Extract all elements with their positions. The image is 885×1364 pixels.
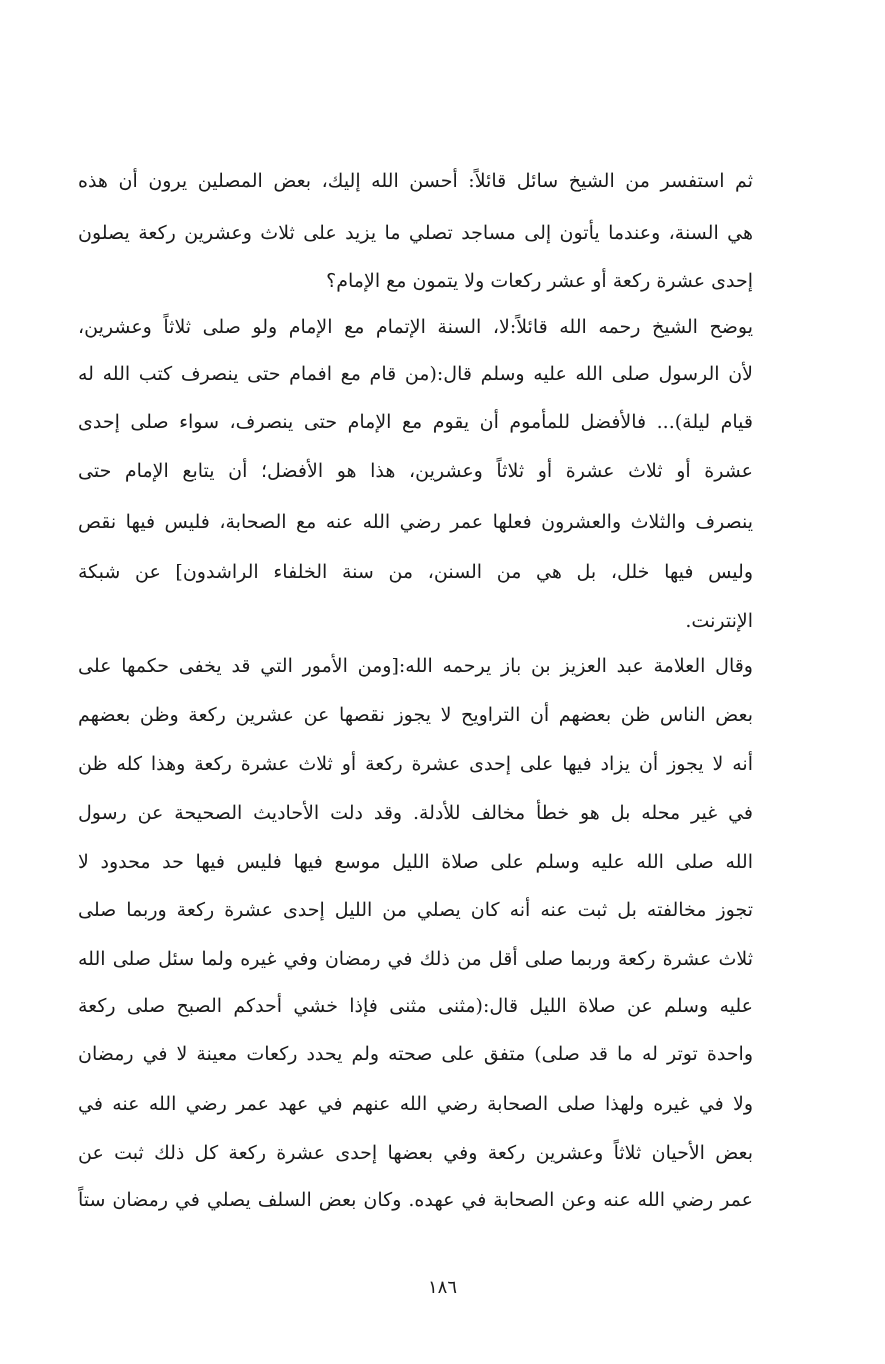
text-line: بعض الناس ظن بعضهم أن التراويح لا يجوز نقصها عن عشرين ركعة وظن بعضهم	[78, 704, 753, 726]
text-line: لأن الرسول صلى الله عليه وسلم قال:(من قام مع افمام حتى ينصرف كتب الله له	[78, 363, 753, 385]
text-line: عشرة أو ثلاث عشرة أو ثلاثاً وعشرين، هذا هو الأفضل؛ أن يتابع الإمام حتى	[78, 460, 753, 482]
text-line: عمر رضي الله عنه وعن الصحابة في عهده. وكان بعض السلف يصلي في رمضان ستاً	[78, 1189, 753, 1211]
text-line: بعض الأحيان ثلاثاً وعشرين ركعة وفي بعضها إحدى عشرة ركعة كل ذلك ثبت عن	[78, 1142, 753, 1164]
text-line: الله صلى الله عليه وسلم على صلاة الليل موسع فيها فليس فيها حد محدود لا	[78, 851, 753, 873]
text-line: وقال العلامة عبد العزيز بن باز يرحمه الله:[ومن الأمور التي قد يخفى حكمها على	[78, 655, 753, 677]
text-line: هي السنة، وعندما يأتون إلى مساجد تصلي ما يزيد على ثلاث وعشرين ركعة يصلون	[78, 222, 753, 244]
text-line: الإنترنت.	[685, 610, 753, 632]
text-line: ولا في غيره ولهذا صلى الصحابة رضي الله عنهم في عهد عمر رضي الله عنه في	[78, 1093, 753, 1115]
text-line: قيام ليلة)... فالأفضل للمأموم أن يقوم مع الإمام حتى ينصرف، سواء صلى إحدى	[78, 411, 753, 433]
text-line: في غير محله بل هو خطأ مخالف للأدلة. وقد دلت الأحاديث الصحيحة عن رسول	[78, 802, 753, 824]
page-number: ١٨٦	[427, 1277, 457, 1298]
text-line: إحدى عشرة ركعة أو عشر ركعات ولا يتمون مع الإمام؟	[326, 270, 753, 292]
text-line: يوضح الشيخ رحمه الله قائلاً:لا، السنة الإتمام مع الإمام ولو صلى ثلاثاً وعشرين،	[78, 316, 753, 338]
text-line: ينصرف والثلاث والعشرون فعلها عمر رضي الله عنه مع الصحابة، فليس فيها نقص	[78, 511, 753, 533]
text-line: عليه وسلم عن صلاة الليل قال:(مثنى مثنى فإذا خشي أحدكم الصبح صلى ركعة	[78, 995, 753, 1017]
text-line: ثم استفسر من الشيخ سائل قائلاً: أحسن الله إليك، بعض المصلين يرون أن هذه	[78, 170, 753, 192]
text-line: واحدة توتر له ما قد صلى) متفق على صحته ولم يحدد ركعات معينة لا في رمضان	[78, 1043, 753, 1065]
text-line: وليس فيها خلل، بل هي من السنن، من سنة الخلفاء الراشدون] عن شبكة	[78, 561, 753, 583]
text-line: تجوز مخالفته بل ثبت عنه أنه كان يصلي من الليل إحدى عشرة ركعة وربما صلى	[78, 899, 753, 921]
text-line: أنه لا يجوز أن يزاد فيها على إحدى عشرة ركعة أو ثلاث عشرة ركعة وهذا كله ظن	[78, 753, 753, 775]
text-line: ثلاث عشرة ركعة وربما صلى أقل من ذلك في رمضان وفي غيره ولما سئل صلى الله	[78, 948, 753, 970]
